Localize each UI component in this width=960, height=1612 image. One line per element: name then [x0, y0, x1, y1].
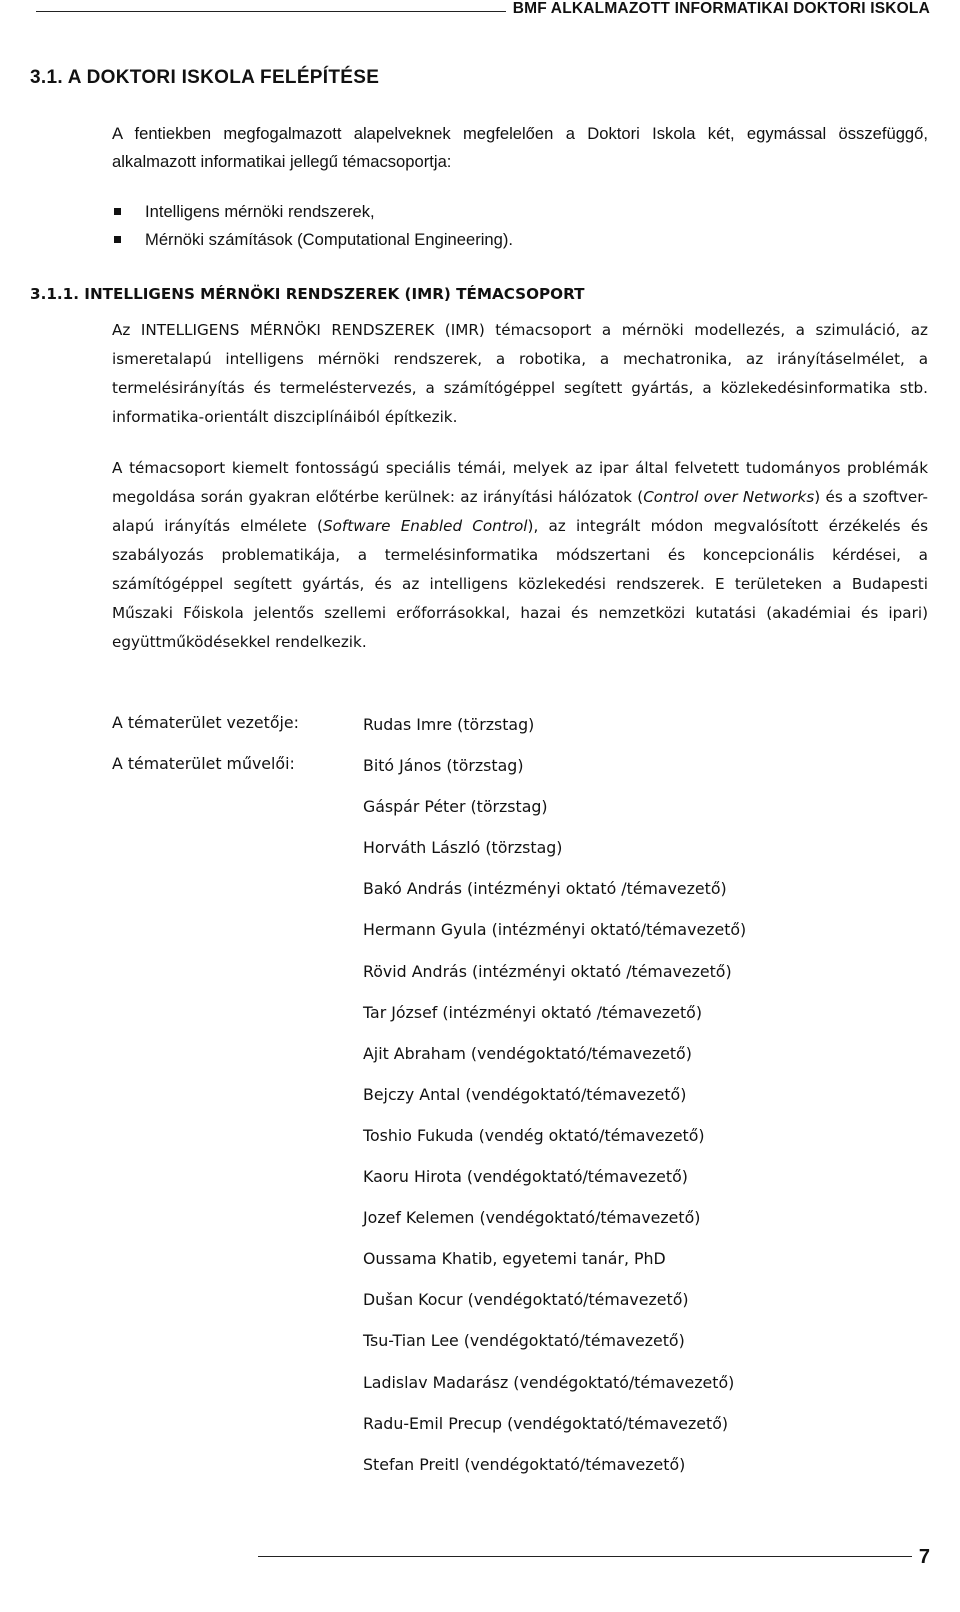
page-header: [36, 0, 930, 22]
staff-item: Ajit Abraham (vendégoktató/témavezető): [363, 1043, 692, 1063]
header-rule: [36, 11, 506, 12]
staff-item: Gáspár Péter (törzstag): [363, 797, 548, 817]
staff-list: [363, 710, 746, 1491]
section-title: 3.1. A DOKTORI ISKOLA FELÉPÍTÉSE: [30, 67, 380, 88]
list-item: [112, 198, 513, 226]
staff-item: Oussama Khatib, egyetemi tanár, PhD: [363, 1249, 666, 1269]
leader-label: A tématerület vezetője:: [112, 713, 299, 732]
staff-item: Bejczy Antal (vendégoktató/témavezető): [363, 1084, 687, 1104]
list-item-label: Mérnöki számítások (Computational Engineering).: [145, 230, 513, 249]
staff-item: Bitó János (törzstag): [363, 756, 524, 776]
members-label: A tématerület művelői:: [112, 754, 295, 773]
list-item-label: Intelligens mérnöki rendszerek,: [145, 202, 375, 221]
topics-paragraph: [112, 454, 928, 657]
bullet-square-icon: [114, 236, 121, 243]
paragraph-italic-term: Control over Networks: [643, 488, 815, 506]
staff-item: Tsu-Tian Lee (vendégoktató/témavezető): [363, 1331, 685, 1351]
staff-item: Ladislav Madarász (vendégoktató/témavezető): [363, 1372, 735, 1392]
header-title: BMF ALKALMAZOTT INFORMATIKAI DOKTORI ISKOLA: [512, 0, 930, 17]
staff-item: Jozef Kelemen (vendégoktató/témavezető): [363, 1208, 701, 1228]
subsection-title: 3.1.1. INTELLIGENS MÉRNÖKI RENDSZEREK (IMR) TÉMACSOPORT: [30, 285, 585, 303]
staff-item: Toshio Fukuda (vendég oktató/témavezető): [363, 1125, 705, 1145]
paragraph-italic-term: Software Enabled Control: [322, 517, 528, 535]
paragraph-text: ), az integrált módon megvalósított érzékelés és szabályozás problematikája, a termelésinformatika módszertani és koncepcionális kérdései, a számítógéppel segített gyártás, és az intelligens közlekedési rendszerek. E területeken a Budapesti Műszaki Főiskola jelentős szellemi erőforrásokkal, hazai és nemzetközi kutatási (akadémiai és ipari) együttműködésekkel rendelkezik.: [112, 517, 929, 651]
footer-rule: [258, 1556, 912, 1557]
description-paragraph: Az INTELLIGENS MÉRNÖKI RENDSZEREK (IMR) témacsoport a mérnöki modellezés, a szimuláció, az ismeretalapú intelligens mérnöki rendszerek, a robotika, a mechatronika, az irányításelmélet, a termelésirányítás és termeléstervezés, a számítógéppel segített gyártás, a közlekedésinformatika stb. informatika-orientált diszciplínáiból építkezik.: [112, 321, 928, 426]
intro-paragraph: A fentiekben megfogalmazott alapelveknek megfelelően a Doktori Iskola két, egymással összefüggő, alkalmazott informatikai jellegű témacsoportja:: [112, 124, 928, 171]
staff-item: Hermann Gyula (intézményi oktató/témavezető): [363, 920, 747, 940]
staff-item: Horváth László (törzstag): [363, 838, 563, 858]
staff-item: Rudas Imre (törzstag): [363, 715, 535, 734]
staff-item: Dušan Kocur (vendégoktató/témavezető): [363, 1290, 689, 1310]
page-number: 7: [918, 1546, 930, 1568]
staff-item: Tar József (intézményi oktató /témavezető): [363, 1002, 702, 1022]
staff-item: Kaoru Hirota (vendégoktató/témavezető): [363, 1167, 688, 1187]
staff-item: Rövid András (intézményi oktató /témavezető): [363, 961, 732, 981]
staff-item: Stefan Preitl (vendégoktató/témavezető): [363, 1454, 686, 1474]
staff-item: Bakó András (intézményi oktató /témavezető): [363, 879, 727, 899]
paragraph-text: ) és a szoftver-alapú irányítás elmélete (: [112, 488, 928, 535]
topic-group-list: [112, 198, 513, 254]
staff-item: Radu-Emil Precup (vendégoktató/témavezető): [363, 1413, 729, 1433]
bullet-square-icon: [114, 208, 121, 215]
paragraph-text: A témacsoport kiemelt fontosságú speciális témái, melyek az ipar által felvetett tudományos problémák megoldása során gyakran előtérbe kerülnek: az irányítási hálózatok (: [112, 459, 928, 506]
list-item: [112, 226, 513, 254]
